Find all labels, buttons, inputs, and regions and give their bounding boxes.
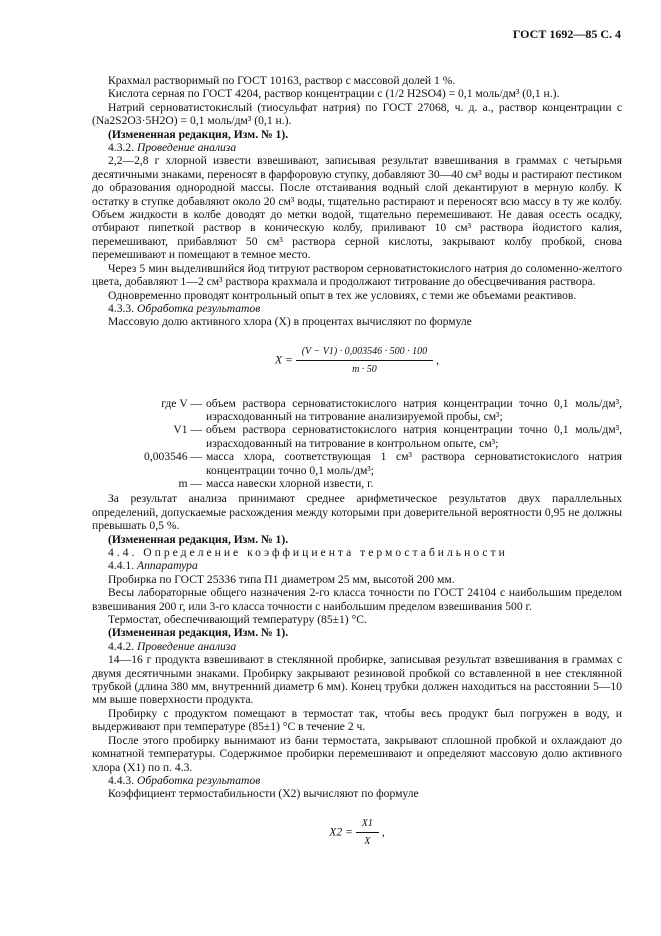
paragraph: Натрий серноватистокислый (тиосульфат натрия) по ГОСТ 27068, ч. д. а., раствор концентрации c (Na2S2O3·5H2O) = 0,1 моль/дм³ (0,1 н.). bbox=[92, 100, 622, 128]
paragraph: После этого пробирку вынимают из бани термостата, закрывают сплошной пробкой и охлаждают до комнатной температуры. Содержимое пробирки перемешивают и определяют массовую долю активного хлора (X1) по п. 4.3. bbox=[92, 733, 622, 774]
paragraph: Одновременно проводят контрольный опыт в тех же условиях, с теми же объемами реактивов. bbox=[108, 288, 577, 302]
section-title: Аппаратура bbox=[137, 559, 198, 573]
definition-key: V1 — bbox=[173, 423, 202, 437]
definition-text: масса хлора, соответствующая 1 см³ раствора серноватистокислого натрия концентрации точно 0,1 моль/дм³; bbox=[206, 450, 622, 477]
definition-row bbox=[92, 423, 622, 450]
section-heading bbox=[92, 559, 622, 572]
section-heading bbox=[92, 774, 622, 787]
amendment-note: (Измененная редакция, Изм. № 1). bbox=[108, 127, 289, 141]
formula-numerator: X1 bbox=[356, 817, 379, 833]
definition-key: где V — bbox=[161, 396, 202, 410]
paragraph: Весы лабораторные общего назначения 2-го класса точности по ГОСТ 24104 с наибольшим пределом взвешивания 200 г, или 3-го класса точности с наибольшим пределом взвешивания 500 г. bbox=[92, 586, 622, 613]
definition-text: объем раствора серноватистокислого натрия концентрации точно 0,1 моль/дм³, израсходованный на титрование анализируемой пробы, см³; bbox=[206, 396, 622, 423]
formula-numerator: (V − V1) · 0,003546 · 500 · 100 bbox=[296, 345, 433, 361]
section-number: 4.4.1. bbox=[108, 559, 135, 573]
definition-row bbox=[92, 477, 622, 490]
definition-key: 0,003546 — bbox=[144, 450, 202, 464]
document-body bbox=[92, 74, 622, 869]
definition-row bbox=[92, 397, 622, 424]
paragraph: Кислота серная по ГОСТ 4204, раствор концентрации c (1/2 H2SO4) = 0,1 моль/дм³ (0,1 н.). bbox=[108, 87, 560, 101]
section-title: Проведение анализа bbox=[137, 141, 237, 155]
formula-end: , bbox=[381, 825, 385, 839]
formula-lhs: X2 = bbox=[329, 825, 353, 839]
paragraph: Коэффициент термостабильности (X2) вычисляют по формуле bbox=[108, 787, 419, 801]
section-number: 4.3.2. bbox=[108, 141, 135, 155]
paragraph: Массовую долю активного хлора (X) в процентах вычисляют по формуле bbox=[108, 315, 472, 329]
definition-text: объем раствора серноватистокислого натрия концентрации точно 0,1 моль/дм³, израсходованный на титрование в контрольном опыте, см³; bbox=[206, 423, 622, 450]
section-title: Обработка результатов bbox=[137, 773, 261, 787]
paragraph: Термостат, обеспечивающий температуру (85±1) °С. bbox=[108, 613, 367, 627]
paragraph: За результат анализа принимают среднее арифметическое результатов двух параллельных определений, допускаемые расхождения между которыми при доверительной вероятности 0,95 не должны превышать 0,5 %. bbox=[92, 492, 622, 533]
amendment-note: (Измененная редакция, Изм. № 1). bbox=[108, 532, 289, 546]
section-number: 4.3.3. bbox=[108, 301, 135, 315]
formula-thermostability bbox=[92, 817, 622, 849]
section-title: Обработка результатов bbox=[137, 301, 261, 315]
formula-fraction bbox=[356, 817, 379, 849]
formula-fraction bbox=[296, 345, 433, 377]
paragraph: Через 5 мин выделившийся йод титруют раствором серноватистокислого натрия до соломенно-желтого цвета, добавляют 1—2 см³ раствора крахмала и продолжают титрование до обесцвечивания раствора. bbox=[92, 261, 622, 289]
definition-key: m — bbox=[178, 476, 202, 490]
formula-denominator: X bbox=[364, 836, 371, 848]
formula-active-chlorine bbox=[92, 345, 622, 377]
paragraph: Пробирка по ГОСТ 25336 типа П1 диаметром 25 мм, высотой 200 мм. bbox=[108, 572, 455, 586]
section-title: Проведение анализа bbox=[137, 639, 237, 653]
definition-text: масса навески хлорной извести, г. bbox=[206, 476, 374, 490]
formula-lhs: X = bbox=[275, 353, 293, 367]
variable-definitions bbox=[92, 397, 622, 491]
paragraph: 2,2—2,8 г хлорной извести взвешивают, записывая результат взвешивания в граммах с четырьмя десятичными знаками, переносят в фарфоровую ступку, добавляют 30—40 см³ воды и растирают пестиком до образования однородной массы. После отстаивания водный слой декантируют в мерную колбу. К остатку в ступке добавляют около 20 см³ воды, тщательно растирают и переносят всю массу в ту же колбу. Объем жидкости в колбе доводят до метки водой, тщательно перемешивают. Не давая осесть осадку, отбирают пипеткой раствор в коническую колбу, приливают 10 см³ раствора йодистого калия, перемешивают, прибавляют 50 см³ раствора серной кислоты, закрывают колбу пробкой, снова перемешивают и помещают в темное место. bbox=[92, 154, 622, 262]
page-header: ГОСТ 1692—85 С. 4 bbox=[512, 27, 621, 41]
section-heading-spaced: 4.4. Определение коэффициента термостабильности bbox=[108, 546, 508, 559]
paragraph: Крахмал растворимый по ГОСТ 10163, раствор с массовой долей 1 %. bbox=[108, 74, 456, 87]
section-heading bbox=[92, 640, 622, 653]
formula-end: , bbox=[436, 353, 439, 367]
paragraph: 14—16 г продукта взвешивают в стеклянной пробирке, записывая результат взвешивания в граммах с двумя десятичными знаками. Пробирку закрывают резиновой пробкой со вставленной в нее стеклянной трубкой (длина 380 мм, внутренний диаметр 6 мм). Конец трубки должен находиться на расстоянии 5—10 мм выше поверхности продукта. bbox=[92, 653, 622, 707]
amendment-note: (Измененная редакция, Изм. № 1). bbox=[108, 626, 289, 640]
section-number: 4.4.3. bbox=[108, 773, 135, 787]
section-heading bbox=[92, 302, 622, 315]
definition-row bbox=[92, 450, 622, 477]
paragraph: Пробирку с продуктом помещают в термостат так, чтобы весь продукт был погружен в воду, и выдерживают при температуре (85±1) °С в течение 2 ч. bbox=[92, 706, 622, 734]
section-number: 4.4.2. bbox=[108, 639, 135, 653]
formula-denominator: m · 50 bbox=[352, 364, 377, 376]
section-heading bbox=[92, 141, 622, 154]
